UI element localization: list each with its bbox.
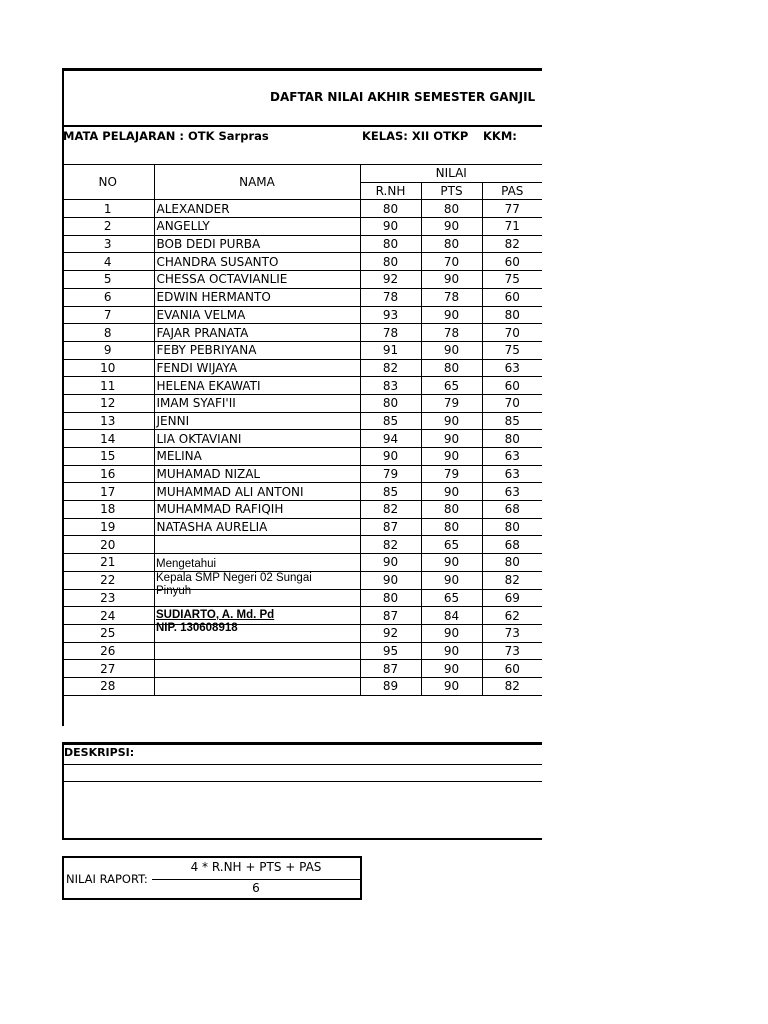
cell-pas: 82 bbox=[482, 235, 542, 253]
cell-no: 4 bbox=[62, 253, 154, 271]
cell-no: 9 bbox=[62, 341, 154, 359]
cell-rnh: 94 bbox=[360, 430, 421, 448]
cell-pts: 90 bbox=[421, 448, 482, 466]
column-header-pas: PAS bbox=[482, 182, 542, 200]
cell-rnh: 85 bbox=[360, 483, 421, 501]
cell-nama: LIA OKTAVIANI bbox=[154, 430, 360, 448]
subject-label: MATA PELAJARAN : OTK Sarpras bbox=[63, 129, 269, 143]
cell-nama bbox=[154, 642, 360, 660]
cell-pas: 73 bbox=[482, 624, 542, 642]
cell-rnh: 87 bbox=[360, 660, 421, 678]
cell-pas: 70 bbox=[482, 324, 542, 342]
table-row bbox=[62, 677, 542, 695]
table-row bbox=[62, 306, 542, 324]
signature-line-nip: NIP. 130608918 bbox=[156, 622, 238, 634]
cell-pts: 80 bbox=[421, 518, 482, 536]
cell-pts: 70 bbox=[421, 253, 482, 271]
cell-pas: 80 bbox=[482, 518, 542, 536]
cell-nama: BOB DEDI PURBA bbox=[154, 235, 360, 253]
table-row bbox=[62, 518, 542, 536]
cell-pts: 65 bbox=[421, 377, 482, 395]
cell-pts: 90 bbox=[421, 271, 482, 289]
cell-no: 1 bbox=[62, 200, 154, 218]
cell-no: 22 bbox=[62, 571, 154, 589]
cell-no: 11 bbox=[62, 377, 154, 395]
cell-rnh: 90 bbox=[360, 554, 421, 572]
cell-pas: 63 bbox=[482, 483, 542, 501]
cell-no: 21 bbox=[62, 554, 154, 572]
cell-no: 17 bbox=[62, 483, 154, 501]
cell-pas: 63 bbox=[482, 465, 542, 483]
cell-rnh: 92 bbox=[360, 624, 421, 642]
cell-rnh: 80 bbox=[360, 200, 421, 218]
cell-pas: 60 bbox=[482, 377, 542, 395]
cell-no: 16 bbox=[62, 465, 154, 483]
cell-rnh: 80 bbox=[360, 394, 421, 412]
cell-no: 18 bbox=[62, 501, 154, 519]
cell-rnh: 83 bbox=[360, 377, 421, 395]
cell-pas: 77 bbox=[482, 200, 542, 218]
table-row bbox=[62, 660, 542, 678]
cell-pts: 90 bbox=[421, 483, 482, 501]
cell-pas: 82 bbox=[482, 677, 542, 695]
cell-pts: 65 bbox=[421, 536, 482, 554]
cell-pts: 90 bbox=[421, 571, 482, 589]
cell-nama: FENDI WIJAYA bbox=[154, 359, 360, 377]
cell-rnh: 87 bbox=[360, 607, 421, 625]
cell-rnh: 85 bbox=[360, 412, 421, 430]
cell-pas: 68 bbox=[482, 536, 542, 554]
table-row bbox=[62, 288, 542, 306]
cell-no: 6 bbox=[62, 288, 154, 306]
cell-no: 8 bbox=[62, 324, 154, 342]
cell-rnh: 93 bbox=[360, 306, 421, 324]
nilai-raport-label: NILAI RAPORT: bbox=[66, 872, 148, 886]
cell-pts: 80 bbox=[421, 501, 482, 519]
cell-pts: 90 bbox=[421, 341, 482, 359]
cell-pas: 73 bbox=[482, 642, 542, 660]
signature-line-kepala: Kepala SMP Negeri 02 Sungai bbox=[156, 571, 312, 584]
cell-nama: ANGELLY bbox=[154, 218, 360, 236]
table-row bbox=[62, 218, 542, 236]
table-row bbox=[62, 341, 542, 359]
cell-rnh: 90 bbox=[360, 448, 421, 466]
cell-no: 24 bbox=[62, 607, 154, 625]
cell-pts: 90 bbox=[421, 218, 482, 236]
cell-no: 26 bbox=[62, 642, 154, 660]
cell-rnh: 90 bbox=[360, 218, 421, 236]
cell-pts: 90 bbox=[421, 660, 482, 678]
table-row bbox=[62, 501, 542, 519]
table-row bbox=[62, 483, 542, 501]
cell-nama bbox=[154, 677, 360, 695]
cell-pts: 90 bbox=[421, 412, 482, 430]
cell-rnh: 78 bbox=[360, 288, 421, 306]
cell-pts: 90 bbox=[421, 554, 482, 572]
cell-no: 5 bbox=[62, 271, 154, 289]
formula-denominator: 6 bbox=[252, 881, 260, 895]
cell-nama: MUHAMMAD ALI ANTONI bbox=[154, 483, 360, 501]
cell-pts: 80 bbox=[421, 200, 482, 218]
cell-rnh: 80 bbox=[360, 235, 421, 253]
cell-rnh: 79 bbox=[360, 465, 421, 483]
signature-line-location: Pinyuh bbox=[156, 585, 192, 597]
cell-rnh: 87 bbox=[360, 518, 421, 536]
cell-nama: IMAM SYAFI'II bbox=[154, 394, 360, 412]
class-label: KELAS: XII OTKP bbox=[362, 129, 469, 143]
signature-line-mengetahui: Mengetahui bbox=[156, 558, 217, 570]
column-header-nama: NAMA bbox=[154, 165, 360, 200]
cell-pas: 80 bbox=[482, 430, 542, 448]
deskripsi-label: DESKRIPSI: bbox=[64, 746, 135, 759]
cell-no: 10 bbox=[62, 359, 154, 377]
formula-fraction-line bbox=[152, 879, 360, 880]
cell-pas: 75 bbox=[482, 271, 542, 289]
cell-pts: 90 bbox=[421, 624, 482, 642]
signature-overlay bbox=[156, 558, 356, 636]
cell-no: 12 bbox=[62, 394, 154, 412]
table-row bbox=[62, 412, 542, 430]
column-header-nilai: NILAI bbox=[360, 165, 542, 183]
table-row bbox=[62, 448, 542, 466]
cell-pas: 60 bbox=[482, 660, 542, 678]
cell-pas: 80 bbox=[482, 306, 542, 324]
cell-nama bbox=[154, 660, 360, 678]
cell-nama: EDWIN HERMANTO bbox=[154, 288, 360, 306]
table-row bbox=[62, 465, 542, 483]
cell-nama: FAJAR PRANATA bbox=[154, 324, 360, 342]
cell-rnh: 82 bbox=[360, 536, 421, 554]
cell-rnh: 91 bbox=[360, 341, 421, 359]
cell-rnh: 90 bbox=[360, 571, 421, 589]
cell-nama: FEBY PEBRIYANA bbox=[154, 341, 360, 359]
cell-no: 15 bbox=[62, 448, 154, 466]
cell-pts: 65 bbox=[421, 589, 482, 607]
kkm-label: KKM: bbox=[483, 129, 517, 143]
cell-pas: 71 bbox=[482, 218, 542, 236]
table-row bbox=[62, 377, 542, 395]
cell-pas: 82 bbox=[482, 571, 542, 589]
table-row bbox=[62, 253, 542, 271]
cell-no: 14 bbox=[62, 430, 154, 448]
deskripsi-line-1 bbox=[64, 764, 542, 765]
cell-pas: 60 bbox=[482, 288, 542, 306]
cell-pts: 90 bbox=[421, 306, 482, 324]
column-header-rnh: R.NH bbox=[360, 182, 421, 200]
table-row bbox=[62, 359, 542, 377]
cell-pts: 78 bbox=[421, 324, 482, 342]
cell-pts: 84 bbox=[421, 607, 482, 625]
cell-nama bbox=[154, 536, 360, 554]
column-header-pts: PTS bbox=[421, 182, 482, 200]
cell-pts: 80 bbox=[421, 235, 482, 253]
cell-nama: ALEXANDER bbox=[154, 200, 360, 218]
cell-pts: 90 bbox=[421, 430, 482, 448]
cell-no: 13 bbox=[62, 412, 154, 430]
cell-no: 19 bbox=[62, 518, 154, 536]
cell-nama: HELENA EKAWATI bbox=[154, 377, 360, 395]
cell-pts: 79 bbox=[421, 394, 482, 412]
cell-pas: 60 bbox=[482, 253, 542, 271]
deskripsi-line-2 bbox=[64, 781, 542, 782]
header-divider bbox=[62, 125, 542, 127]
table-row bbox=[62, 394, 542, 412]
column-header-no: NO bbox=[62, 165, 154, 200]
cell-no: 25 bbox=[62, 624, 154, 642]
cell-nama: EVANIA VELMA bbox=[154, 306, 360, 324]
signature-line-name: SUDIARTO, A. Md. Pd bbox=[156, 608, 275, 621]
table-row bbox=[62, 271, 542, 289]
cell-pts: 79 bbox=[421, 465, 482, 483]
cell-rnh: 78 bbox=[360, 324, 421, 342]
cell-pas: 68 bbox=[482, 501, 542, 519]
cell-rnh: 82 bbox=[360, 501, 421, 519]
cell-rnh: 82 bbox=[360, 359, 421, 377]
table-row bbox=[62, 324, 542, 342]
table-row bbox=[62, 200, 542, 218]
table-row bbox=[62, 536, 542, 554]
page-title: DAFTAR NILAI AKHIR SEMESTER GANJIL bbox=[270, 90, 536, 104]
cell-nama: JENNI bbox=[154, 412, 360, 430]
cell-rnh: 80 bbox=[360, 589, 421, 607]
cell-nama: CHANDRA SUSANTO bbox=[154, 253, 360, 271]
cell-no: 2 bbox=[62, 218, 154, 236]
cell-pas: 62 bbox=[482, 607, 542, 625]
cell-pts: 90 bbox=[421, 642, 482, 660]
formula-numerator: 4 * R.NH + PTS + PAS bbox=[190, 860, 322, 874]
cell-no: 23 bbox=[62, 589, 154, 607]
table-row bbox=[62, 642, 542, 660]
cell-nama: NATASHA AURELIA bbox=[154, 518, 360, 536]
table-row bbox=[62, 430, 542, 448]
cell-pas: 75 bbox=[482, 341, 542, 359]
cell-rnh: 95 bbox=[360, 642, 421, 660]
cell-no: 27 bbox=[62, 660, 154, 678]
cell-pas: 63 bbox=[482, 359, 542, 377]
cell-no: 3 bbox=[62, 235, 154, 253]
cell-pas: 69 bbox=[482, 589, 542, 607]
cell-nama: CHESSA OCTAVIANLIE bbox=[154, 271, 360, 289]
cell-pts: 90 bbox=[421, 677, 482, 695]
table-row bbox=[62, 235, 542, 253]
cell-pas: 85 bbox=[482, 412, 542, 430]
cell-pts: 80 bbox=[421, 359, 482, 377]
cell-rnh: 92 bbox=[360, 271, 421, 289]
cell-nama: MUHAMAD NIZAL bbox=[154, 465, 360, 483]
cell-pas: 80 bbox=[482, 554, 542, 572]
cell-no: 7 bbox=[62, 306, 154, 324]
cell-pas: 70 bbox=[482, 394, 542, 412]
cell-pas: 63 bbox=[482, 448, 542, 466]
cell-no: 20 bbox=[62, 536, 154, 554]
cell-no: 28 bbox=[62, 677, 154, 695]
cell-nama: MUHAMMAD RAFIQIH bbox=[154, 501, 360, 519]
cell-pts: 78 bbox=[421, 288, 482, 306]
cell-rnh: 89 bbox=[360, 677, 421, 695]
cell-rnh: 80 bbox=[360, 253, 421, 271]
cell-nama: MELINA bbox=[154, 448, 360, 466]
